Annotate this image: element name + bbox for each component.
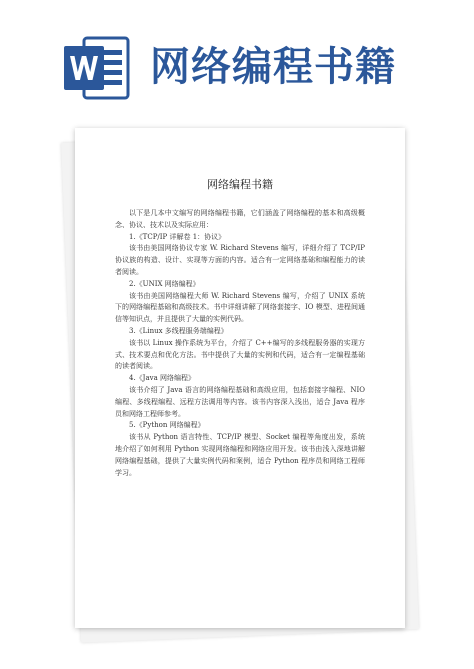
book-heading: 5.《Python 网络编程》 [129, 421, 205, 430]
book-heading: 1.《TCP/IP 详解卷 1：协议》 [129, 232, 226, 241]
page-title: 网络编程书籍 [207, 178, 273, 191]
document-page [75, 128, 405, 628]
book-description: 该书从 Python 语言特性、TCP/IP 模型、Socket 编程等角度出发，系统地介绍了如何利用 Python 实现网络编程和网络应用开发。该书由浅入深地讲解网络编程基础，提供了大量实例代码和案例，适合 Python 程序员和网络工程师学习。 [115, 433, 365, 477]
book-heading: 4.《Java 网络编程》 [129, 374, 196, 383]
document-content [115, 178, 365, 479]
book-description: 该书介绍了 Java 语言的网络编程基础和高级应用，包括套接字编程、NIO 编程、多线程编程、远程方法调用等内容。该书内容深入浅出，适合 Java 程序员和网络工程师参考。 [115, 385, 365, 418]
intro-paragraph: 以下是几本中文编写的网络编程书籍，它们涵盖了网络编程的基本和高级概念、协议、技术以及实际应用： [115, 209, 365, 229]
book-description: 该书由美国网络协议专家 W. Richard Stevens 编写，详细介绍了 TCP/IP 协议族的构造、设计、实现等方面的内容。适合有一定网络基础和编程能力的读者阅读。 [115, 244, 365, 276]
book-heading: 3.《Linux 多线程服务端编程》 [129, 326, 228, 335]
book-description: 该书以 Linux 操作系统为平台，介绍了 C++编写的多线程服务器的实现方式、技术要点和优化方法。书中提供了大量的实例和代码，适合有一定编程基础的读者阅读。 [115, 338, 365, 371]
book-description: 该书由美国网络编程大师 W. Richard Stevens 编写，介绍了 UNIX 系统下的网络编程基础和高级技术。书中详细讲解了网络套接字、IO 模型、进程间通信等知识点，并且提供了大量的实例代码。 [115, 291, 365, 324]
word-document-icon [62, 36, 130, 100]
banner-title: 网络编程书籍 [150, 44, 396, 90]
top-banner [0, 0, 474, 120]
book-heading: 2.《UNIX 网络编程》 [129, 279, 200, 288]
